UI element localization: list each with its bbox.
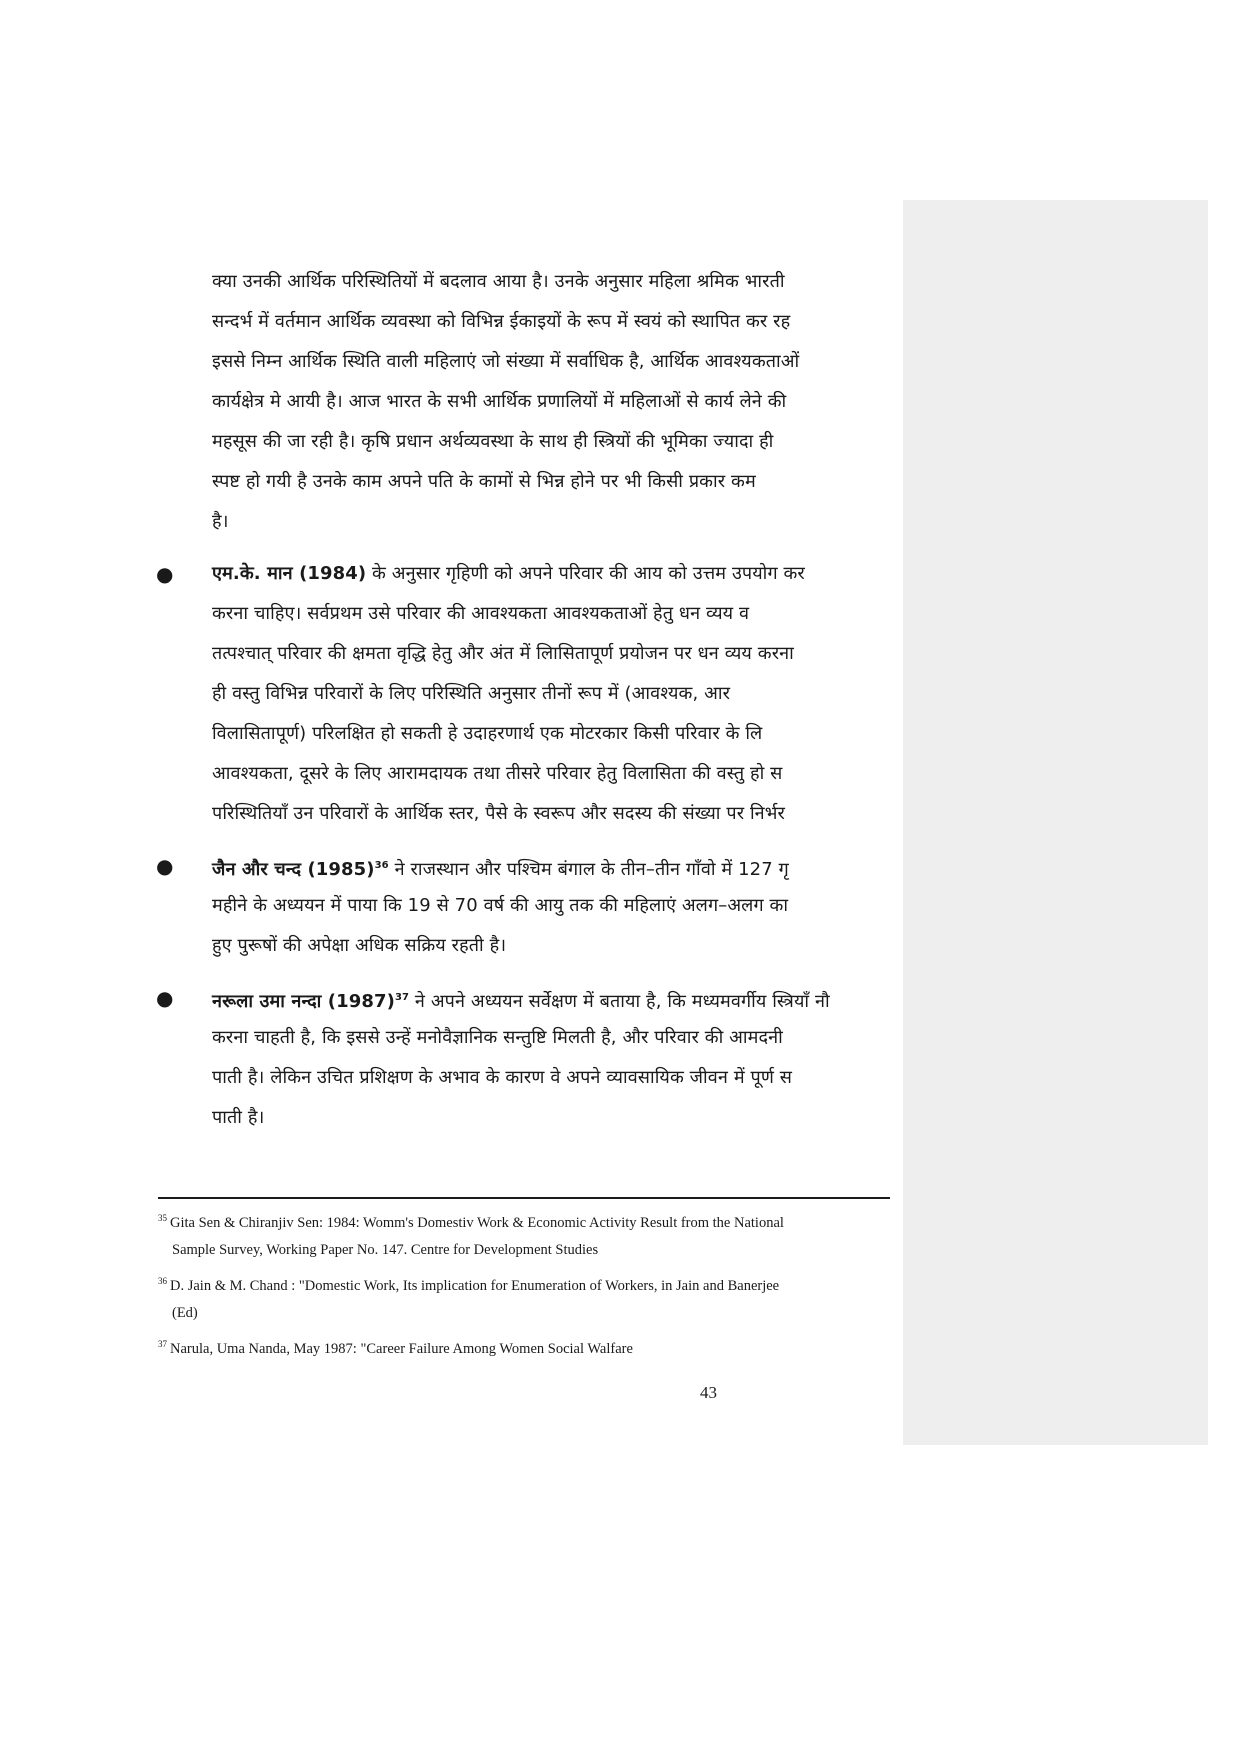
text-line: पाती है। (212, 1107, 265, 1128)
text-line: पाती है। लेकिन उचित प्रशिक्षण के अभाव के कारण वे अपने व्यावसायिक जीवन में पूर्ण स (212, 1067, 793, 1088)
bullet-icon: ● (156, 986, 174, 1010)
text-line: तत्पश्चात् परिवार की क्षमता वृद्धि हेतु और अंत में लिासितापूर्ण प्रयोजन पर धन व्यय करना (212, 643, 794, 664)
footnote-text: Gita Sen & Chiranjiv Sen: 1984: Womm's Domestiv Work & Economic Activity Result from the National (170, 1214, 784, 1231)
footnote-number: 36 (158, 1275, 167, 1286)
citation-lead: एम.के. मान (1984) (212, 563, 367, 584)
bullet-icon: ● (156, 854, 174, 878)
citation-lead: जैन और चन्द (1985) (212, 859, 375, 880)
text-run: ने अपने अध्ययन सर्वेक्षण में बताया है, कि मध्यमवर्गीय स्त्रियाँ नौ (409, 991, 830, 1012)
footnote-separator (158, 1197, 890, 1199)
text-line: क्या उनकी आर्थिक परिस्थितियों में बदलाव आया है। उनके अनुसार महिला श्रमिक भारती (212, 271, 785, 292)
bullet-item-jain-chand (156, 846, 897, 966)
footnote-text: Narula, Uma Nanda, May 1987: "Career Failure Among Women Social Walfare (170, 1340, 633, 1357)
text-run: ने राजस्थान और पश्चिम बंगाल के तीन–तीन गाँवो में 127 गृ (388, 859, 789, 880)
footnote-number: 35 (158, 1213, 167, 1223)
footnote-37 (158, 1331, 890, 1363)
text-line: कार्यक्षेत्र मे आयी है। आज भारत के सभी आर्थिक प्रणालियों में महिलाओं से कार्य लेने की (212, 391, 787, 412)
text-run: के अनुसार गृहिणी को अपने परिवार की आय को उत्तम उपयोग कर (366, 563, 805, 584)
footnote-text: (Ed) (172, 1304, 198, 1321)
footnote-36 (158, 1268, 890, 1327)
text-line: महीने के अध्ययन में पाया कि 19 से 70 वर्ष की आयु तक की महिलाएं अलग–अलग का (212, 895, 789, 916)
footnote-text: D. Jain & M. Chand : "Domestic Work, Its implication for Enumeration of Workers, in Jain and Banerjee (170, 1277, 780, 1294)
footnote-35 (158, 1205, 890, 1264)
footnotes (158, 1205, 890, 1362)
footnote-ref[interactable]: 36 (374, 860, 389, 871)
text-line: हुए पुरूषों की अपेक्षा अधिक सक्रिय रहती है। (212, 935, 507, 956)
bullet-item-mann (156, 554, 897, 834)
text-line: आवश्यकता, दूसरे के लिए आरामदायक तथा तीसरे परिवार हेतु विलासिता की वस्तु हो स (212, 763, 783, 784)
footnote-text: Sample Survey, Working Paper No. 147. Centre for Development Studies (172, 1241, 599, 1258)
footnote-ref[interactable]: 37 (394, 992, 410, 1003)
text-line: महसूस की जा रही है। कृषि प्रधान अर्थव्यवस्था के साथ ही स्त्रियों की भूमिका ज्यादा ही (212, 431, 774, 452)
text-line: सन्दर्भ में वर्तमान आर्थिक व्यवस्था को विभिन्न ईकाइयों के रूप में स्वयं को स्थापित कर रह (212, 311, 791, 332)
text-line (212, 978, 897, 1018)
page-number: 43 (700, 1383, 717, 1402)
text-line (212, 846, 897, 886)
text-line (212, 554, 897, 594)
text-line: इससे निम्न आर्थिक स्थिति वाली महिलाएं जो संख्या में सर्वाधिक है, आर्थिक आवश्यकताओं (212, 351, 800, 372)
text-line: विलासितापूर्ण) परिलक्षित हो सकती हे उदाहरणार्थ एक मोटरकार किसी परिवार के लि (212, 723, 763, 744)
citation-lead: नरूला उमा नन्दा (1987) (212, 991, 395, 1012)
comment-pane (903, 200, 1208, 1445)
bullet-icon: ● (156, 562, 174, 586)
footnote-number: 37 (158, 1338, 167, 1349)
text-line: करना चाहिए। सर्वप्रथम उसे परिवार की आवश्यकता आवश्यकताओं हेतु धन व्यय व (212, 603, 750, 624)
text-line: करना चाहती है, कि इससे उन्हें मनोवैज्ञानिक सन्तुष्टि मिलती है, और परिवार की आमदनी (212, 1027, 783, 1048)
text-line: परिस्थितियाँ उन परिवारों के आर्थिक स्तर, पैसे के स्वरूप और सदस्य की संख्या पर निर्भर (212, 803, 785, 824)
text-line: ही वस्तु विभिन्न परिवारों के लिए परिस्थिति अनुसार तीनों रूप में (आवश्यक, आर (212, 683, 731, 704)
bullet-item-narula (156, 978, 897, 1138)
text-line: स्पष्ट हो गयी है उनके काम अपने पति के कामों से भिन्न होने पर भी किसी प्रकार कम (212, 471, 756, 492)
intro-paragraph (212, 262, 897, 542)
text-line: है। (212, 511, 229, 532)
